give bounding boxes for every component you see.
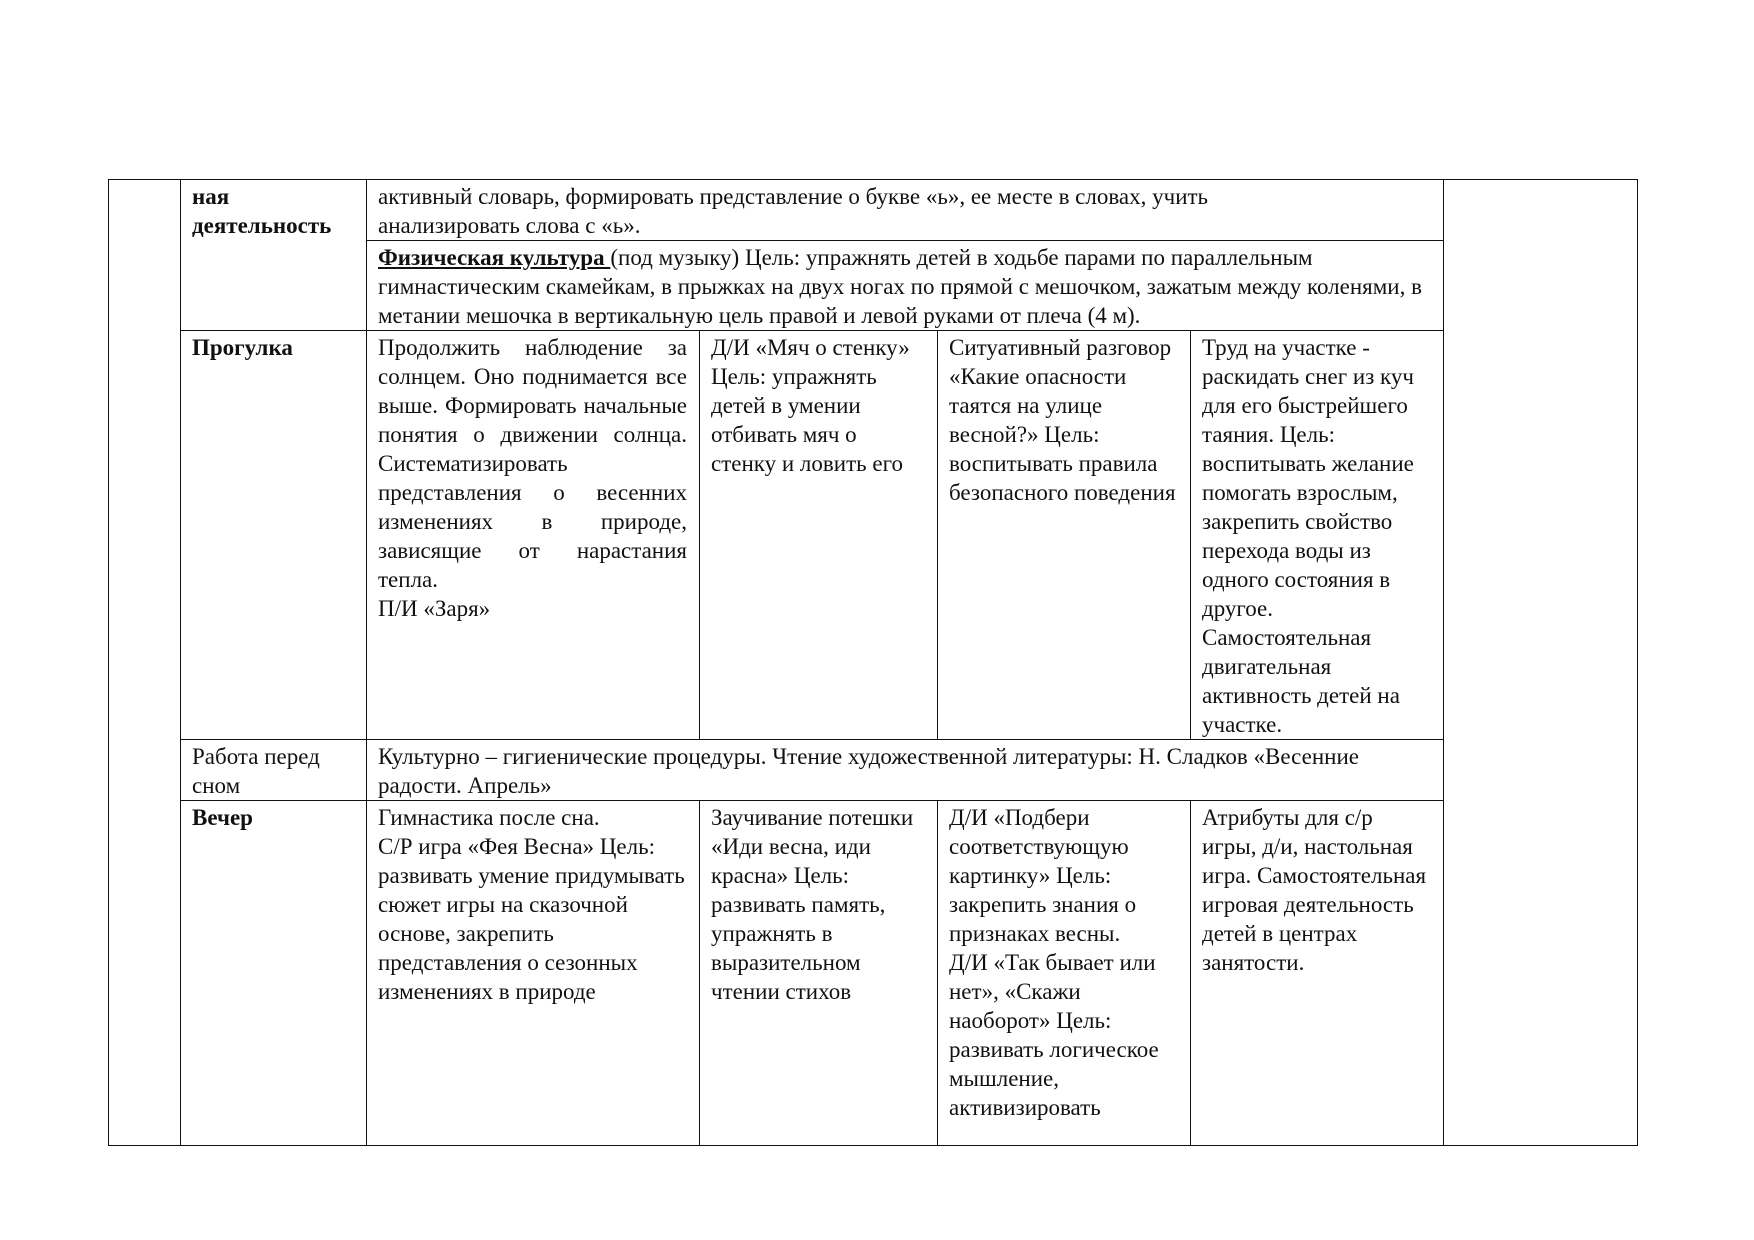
activity-label-line: деятельность	[192, 213, 332, 238]
activity-label-line: ная	[192, 184, 230, 209]
evening-col3-line: Д/И «Так бывает или нет», «Скажи наоборот» Цель: развивать логическое мышление, активизировать	[949, 950, 1159, 1120]
activity-row	[109, 180, 1638, 241]
activity-content	[367, 180, 1444, 241]
activity-content-line: анализировать слова с «ь».	[378, 213, 641, 238]
walk-col3: Ситуативный разговор «Какие опасности таятся на улице весной?» Цель: воспитывать правила безопасного поведения	[938, 331, 1191, 740]
evening-col1	[367, 801, 700, 1146]
activity-content-line: активный словарь, формировать представление о букве «ь», ее месте в словах, учить	[378, 184, 1209, 209]
pe-title: Физическая культура	[378, 245, 611, 270]
walk-game-text: П/И «Заря»	[378, 596, 491, 621]
pe-text: (под музыку) Цель: упражнять детей в ходьбе парами по параллельным гимнастическим скамейкам, в прыжках на двух ногах по прямой с мешочком, зажатым между коленями, в метании мешочка в вертикальную цель правой и левой руками от плеча (4 м).	[378, 245, 1422, 328]
evening-col2: Заучивание потешки «Иди весна, иди красна» Цель: развивать память, упражнять в выразительном чтении стихов	[700, 801, 938, 1146]
activity-label	[181, 180, 367, 331]
walk-label: Прогулка	[181, 331, 367, 740]
evening-col1-line: С/Р игра «Фея Весна» Цель: развивать умение придумывать сюжет игры на сказочной основе, закрепить представления о сезонных изменениях в природе	[378, 834, 685, 1004]
evening-col3	[938, 801, 1191, 1146]
before-sleep-row	[109, 740, 1638, 801]
evening-label: Вечер	[181, 801, 367, 1146]
evening-col3-line: Д/И «Подбери соответствующую картинку» Цель: закрепить знания о признаках весны.	[949, 805, 1137, 946]
right-margin-cell	[1444, 180, 1638, 1146]
walk-col4: Труд на участке - раскидать снег из куч для его быстрейшего таяния. Цель: воспитывать желание помогать взрослым, закрепить свойство перехода воды из одного состояния в другое. Самостоятельная двигательная активность детей на участке.	[1191, 331, 1444, 740]
walk-col2: Д/И «Мяч о стенку» Цель: упражнять детей в умении отбивать мяч о стенку и ловить его	[700, 331, 938, 740]
before-sleep-label-line: Работа перед	[192, 744, 320, 769]
walk-row	[109, 331, 1638, 740]
before-sleep-content: Культурно – гигиенические процедуры. Чтение художественной литературы: Н. Сладков «Весенние радости. Апрель»	[367, 740, 1444, 801]
evening-col1-line: Гимнастика после сна.	[378, 805, 600, 830]
before-sleep-label	[181, 740, 367, 801]
walk-observation-text: Продолжить наблюдение за солнцем. Оно поднимается все выше. Формировать начальные понятия о движении солнца. Систематизировать представления о весенних изменениях в природе, зависящие от нарастания тепла.	[378, 335, 687, 592]
left-margin-cell	[109, 180, 181, 1146]
evening-row	[109, 801, 1638, 1146]
plan-table	[108, 179, 1638, 1146]
walk-col1	[367, 331, 700, 740]
pe-content	[367, 241, 1444, 331]
evening-col4: Атрибуты для с/р игры, д/и, настольная игра. Самостоятельная игровая деятельность детей в центрах занятости.	[1191, 801, 1444, 1146]
before-sleep-label-line: сном	[192, 773, 241, 798]
